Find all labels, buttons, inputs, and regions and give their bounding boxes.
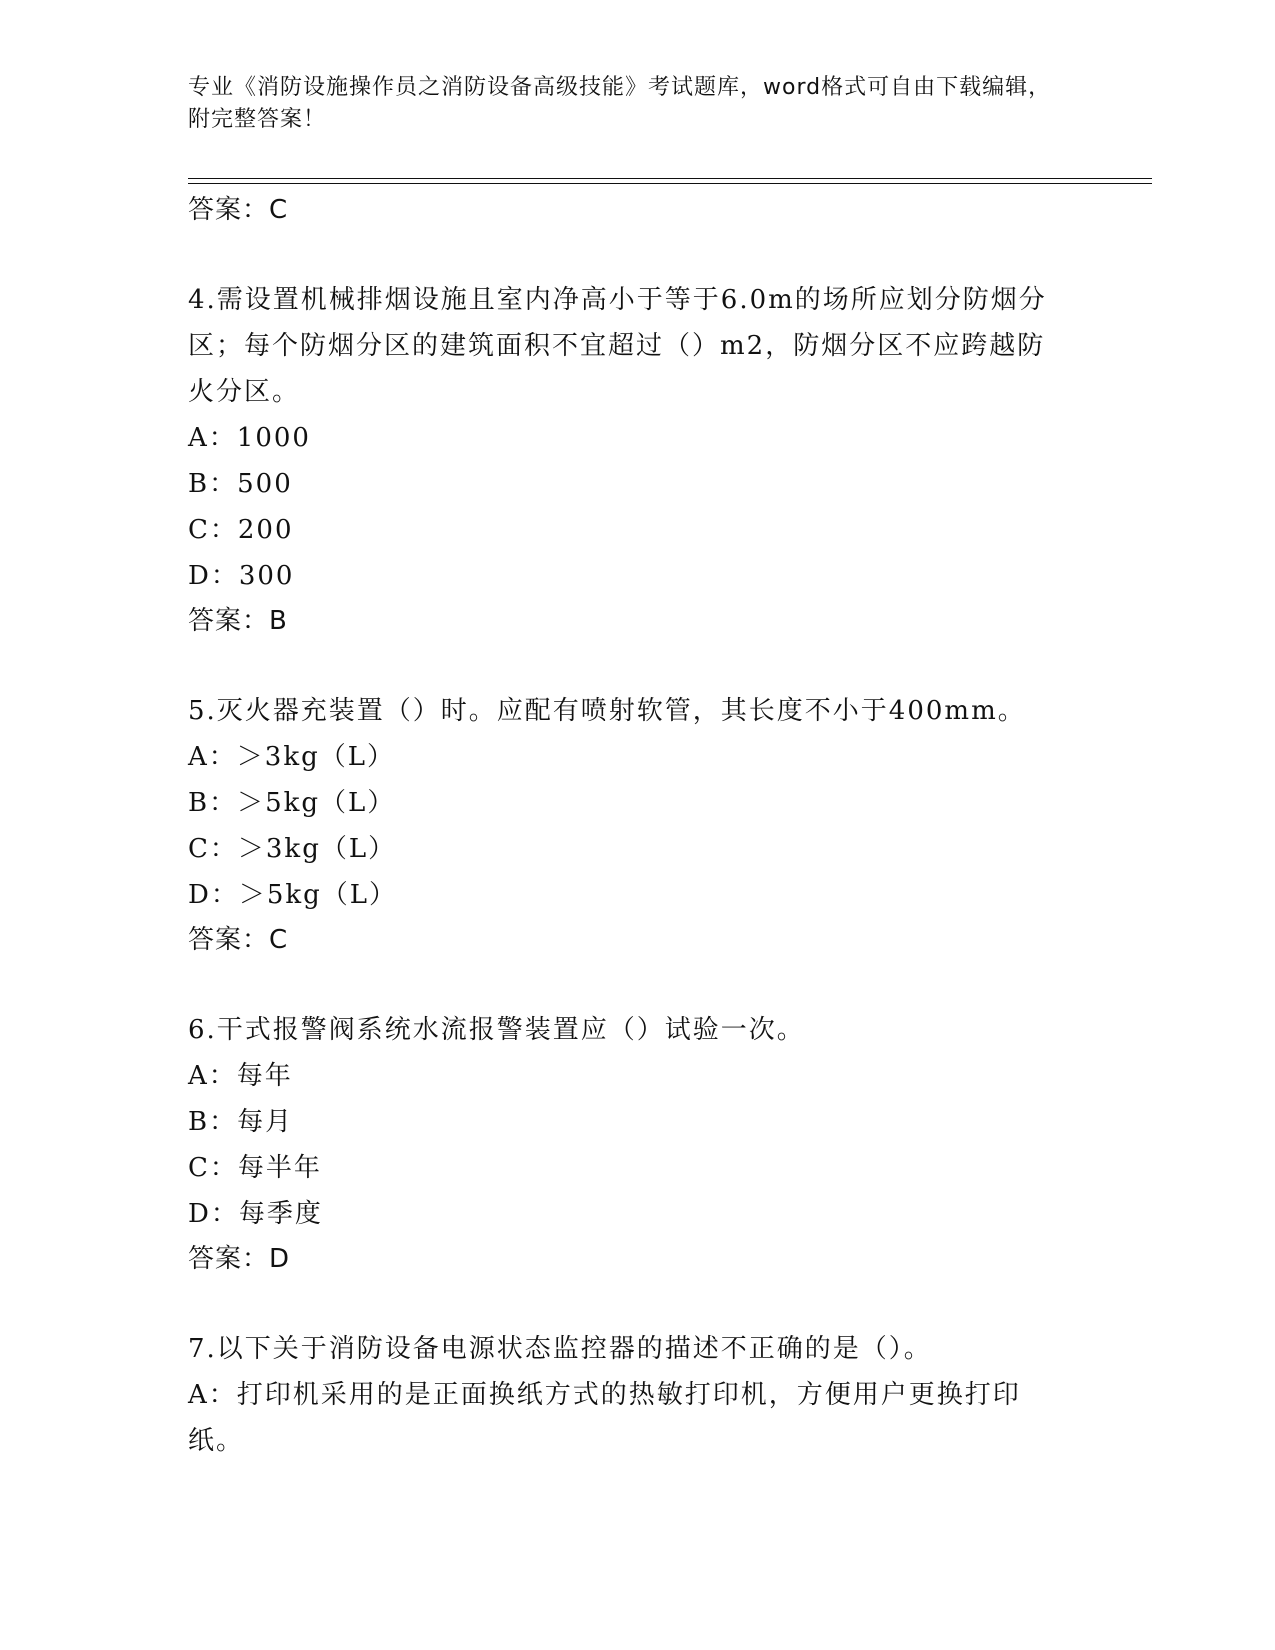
answer-q4: 答案：B (188, 606, 288, 636)
option-d: D：每季度 (188, 1199, 323, 1229)
question-text: 5.灭火器充装置（）时。应配有喷射软管，其长度不小于400mm。 (188, 696, 1026, 726)
option-d: D：300 (188, 561, 295, 591)
option-c: C：200 (188, 515, 294, 545)
answer-q6: 答案：D (188, 1244, 291, 1274)
option-b: B：＞5kg（L） (188, 788, 396, 818)
question-list (188, 188, 1088, 1464)
option-c: C：每半年 (188, 1153, 322, 1183)
question-text: 6.干式报警阀系统水流报警装置应（）试验一次。 (188, 1015, 805, 1045)
answer-q3: 答案：C (188, 195, 289, 225)
option-c: C：＞3kg（L） (188, 834, 397, 864)
question-5 (188, 688, 1088, 963)
option-a: A：每年 (188, 1061, 293, 1091)
question-4 (188, 277, 1088, 644)
page-header: 专业《消防设施操作员之消防设备高级技能》考试题库，word格式可自由下载编辑，附完整答案！ (188, 75, 1052, 132)
option-b: B：每月 (188, 1107, 294, 1137)
option-d: D：＞5kg（L） (188, 880, 398, 910)
answer-q5: 答案：C (188, 925, 289, 955)
option-a: A：打印机采用的是正面换纸方式的热敏打印机，方便用户更换打印纸。 (188, 1380, 1021, 1456)
header-rule-secondary (188, 183, 1152, 184)
option-b: B：500 (188, 469, 293, 499)
question-text: 4.需设置机械排烟设施且室内净高小于等于6.0m的场所应划分防烟分区；每个防烟分区的建筑面积不宜超过（）m2，防烟分区不应跨越防火分区。 (188, 285, 1047, 407)
header-rule (188, 178, 1152, 179)
question-6 (188, 1007, 1088, 1282)
option-a: A：1000 (188, 423, 311, 453)
option-a: A：＞3kg（L） (188, 742, 395, 772)
question-text: 7.以下关于消防设备电源状态监控器的描述不正确的是（）。 (188, 1334, 932, 1364)
question-7 (188, 1326, 1088, 1464)
